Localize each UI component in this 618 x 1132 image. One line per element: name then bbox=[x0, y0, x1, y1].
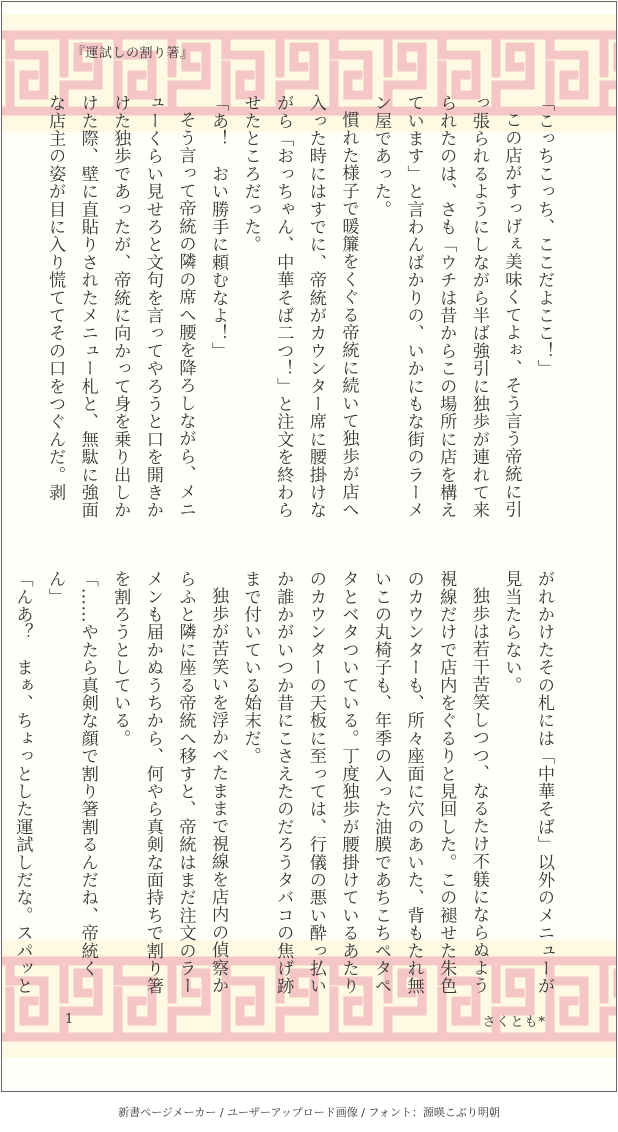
paragraph: 「……やたら真剣な顔で割り箸割るんだね、帝統くん」 bbox=[45, 570, 98, 978]
page-number: 1 bbox=[65, 1012, 74, 1027]
author-name: さくとも* bbox=[482, 1015, 546, 1030]
footer-credit: 新書ページメーカー / ユーザーアップロード画像 / フォント：源暎こぶり明朝 bbox=[118, 1106, 500, 1119]
text-block-lower bbox=[12, 570, 560, 998]
paragraph: 独歩が苦笑いを浮かべたままで視線を店内の偵察からふと隣に座る帝統へ移すと、帝統はまだ注文のラーメンも届かぬうちから、何やら真剣な面持ちで割り箸を割ろうとしている。 bbox=[110, 570, 229, 995]
paragraph: 「こっちこっち、ここだよここ！」 bbox=[534, 94, 554, 378]
paragraph: 「んあ？ まぁ、ちょっとした運試しだな。スパッと bbox=[12, 570, 33, 995]
paragraph: この店がすっげぇ美味くてよぉ、そう言う帝統に引っ張られるようにしながら半ば強引に独歩が連れて来られたのは、さも「ウチは昔からこの場所に店を構えています」と言わんばかりの、いかにもな街のラーメン屋であった。 bbox=[371, 94, 522, 519]
paragraph: がれかけたその札には「中華そば」以外のメニューが見当たらない。 bbox=[501, 570, 554, 995]
paragraph: 慣れた様子で暖簾をくぐる帝統に続いて独歩が店へ入った時にはすでに、帝統がカウンター席に腰掛けながら「おっちゃん、中華そば二つ！」と注文を終わらせたところだった。 bbox=[240, 94, 359, 519]
text-block-upper bbox=[45, 94, 560, 534]
paragraph: 独歩は若干苦笑しつつ、なるたけ不躾にならぬよう視線だけで店内をぐるりと見回した。この褪せた朱色のカウンターも、所々座面に穴のあいた、背もたれ無いこの丸椅子も、年季の入った油膜であちこちペタペタとベタついている。丁度独歩が腰掛けているあたりのカウンターの天板に至っては、行儀の悪い酔っ払いか誰かがいつか昔にこさえたのだろうタバコの焦げ跡まで付いている始末だ。 bbox=[240, 570, 489, 995]
paragraph: そう言って帝統の隣の席へ腰を降ろしながら、メニューくらい見せろと文句を言ってやろうと口を開きかけた独歩であったが、帝統に向かって身を乗り出しかけた際、壁に直貼りされたメニュー札と、無駄に強面な店主の姿が目に入り慌ててその口をつぐんだ。剥 bbox=[45, 94, 196, 519]
novel-page bbox=[1, 1, 617, 1092]
book-title: 『運試しの割り箸』 bbox=[72, 46, 194, 61]
paragraph: 「あ！ おい勝手に頼むなよ！」 bbox=[208, 94, 229, 360]
